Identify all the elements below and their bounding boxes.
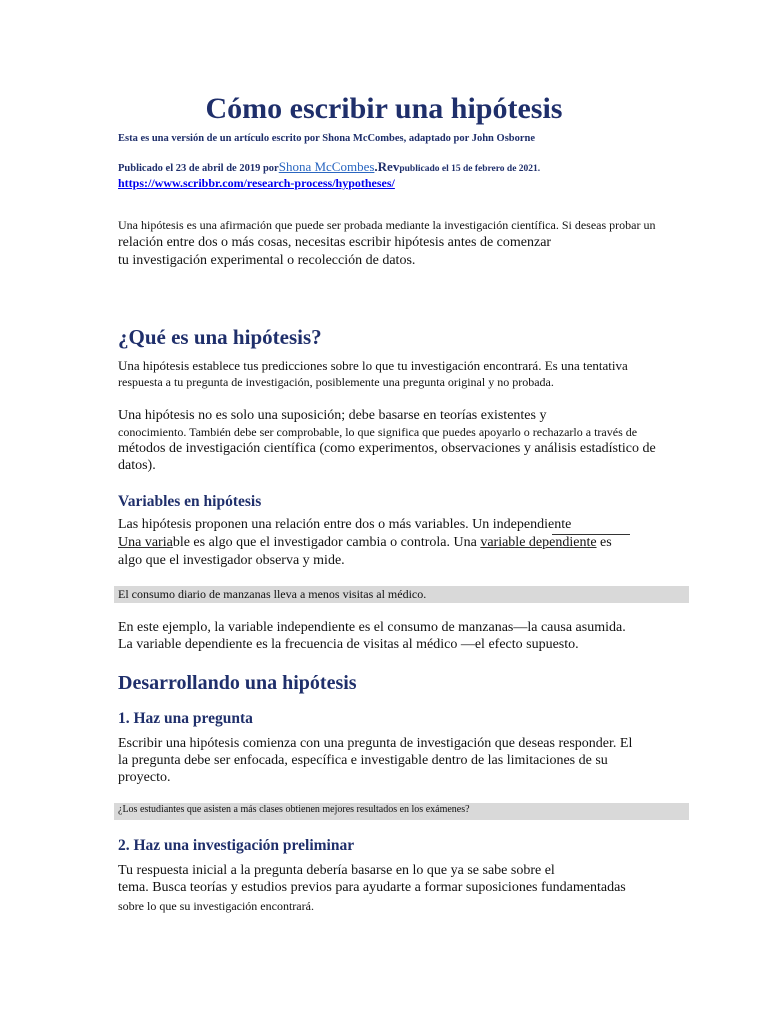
s1-p2-line-4: datos). bbox=[118, 458, 156, 473]
published-prefix: Publicado el 23 de abril de 2019 por bbox=[118, 163, 279, 174]
author-link[interactable]: Shona McCombes bbox=[278, 159, 375, 174]
example-explanation-1: En este ejemplo, la variable independiente es el consumo de manzanas—la causa asumida. bbox=[118, 620, 626, 635]
intro-line-2: relación entre dos o más cosas, necesitas escribir hipótesis antes de comenzar bbox=[118, 235, 552, 250]
variables-line-3: algo que el investigador observa y mide. bbox=[118, 553, 345, 568]
step1-line-3: proyecto. bbox=[118, 770, 171, 785]
example-explanation-2: La variable dependiente es la frecuencia de visitas al médico —el efecto supuesto. bbox=[118, 637, 579, 652]
intro-line-3: tu investigación experimental o recolección de datos. bbox=[118, 253, 416, 268]
heading-variables: Variables en hipótesis bbox=[118, 493, 262, 510]
subtitle: Esta es una versión de un artículo escrito por Shona McCombes, adaptado por John Osborne bbox=[118, 133, 536, 144]
variables-line-2-end: es bbox=[596, 535, 612, 550]
s1-p2-line-3: métodos de investigación científica (como experimentos, observaciones y análisis estadístico de bbox=[118, 441, 656, 456]
heading-step-2: 2. Haz una investigación preliminar bbox=[118, 837, 355, 854]
s1-p1-line-1: Una hipótesis establece tus predicciones sobre lo que tu investigación encontrará. Es una tentativa bbox=[118, 358, 628, 373]
step1-line-2: la pregunta debe ser enfocada, específica e investigable dentro de las limitaciones de su bbox=[118, 753, 608, 768]
heading-que-es: ¿Qué es una hipótesis? bbox=[118, 325, 322, 349]
s1-p2-line-2: conocimiento. También debe ser comprobable, lo que significa que puedes apoyarlo o rechazarlo a través de bbox=[118, 425, 638, 439]
variables-line-1-text: Las hipótesis proponen una relación entre dos o más variables. Un inde bbox=[118, 517, 517, 532]
source-url-link[interactable]: https://www.scribbr.com/research-process/hypotheses/ bbox=[118, 176, 395, 190]
heading-step-1: 1. Haz una pregunta bbox=[118, 710, 253, 727]
s1-p1-line-2: respuesta a tu pregunta de investigación, posiblemente una pregunta original y no probada. bbox=[118, 375, 554, 389]
una-variable-text: Una varia bbox=[118, 535, 173, 550]
step2-line-1: Tu respuesta inicial a la pregunta debería basarse en lo que ya se sabe sobre el bbox=[118, 863, 555, 878]
intro-line-1: Una hipótesis es una afirmación que puede ser probada mediante la investigación científica. Si deseas probar un bbox=[118, 218, 656, 232]
example-text-1: El consumo diario de manzanas lleva a menos visitas al médico. bbox=[118, 587, 427, 601]
publication-line bbox=[118, 159, 540, 175]
example-box-1 bbox=[114, 586, 689, 603]
variables-line-2-text: ble es algo que el investigador cambia o controla. Una bbox=[172, 535, 481, 550]
heading-desarrollando: Desarrollando una hipótesis bbox=[118, 672, 357, 694]
document-title: Cómo escribir una hipótesis bbox=[205, 92, 563, 125]
variable-dependiente-text: variable dependiente bbox=[480, 535, 597, 550]
variables-line-2 bbox=[118, 535, 612, 551]
revised-date: publicado el 15 de febrero de 2021. bbox=[399, 164, 541, 174]
variables-line-1 bbox=[118, 517, 571, 533]
example-box-2 bbox=[114, 803, 689, 820]
example-text-2: ¿Los estudiantes que asisten a más clases obtienen mejores resultados en los exámenes? bbox=[118, 804, 470, 815]
step1-line-1: Escribir una hipótesis comienza con una pregunta de investigación que deseas responder. El bbox=[118, 736, 633, 751]
step2-line-3: sobre lo que su investigación encontrará. bbox=[118, 899, 314, 913]
step2-line-2: tema. Busca teorías y estudios previos para ayudarte a formar suposiciones fundamentadas bbox=[118, 880, 626, 895]
rev-suffix: .Rev bbox=[374, 159, 400, 174]
independiente-word: pendiente bbox=[516, 517, 572, 532]
s1-p2-line-1: Una hipótesis no es solo una suposición; debe basarse en teorías existentes y bbox=[118, 408, 547, 423]
